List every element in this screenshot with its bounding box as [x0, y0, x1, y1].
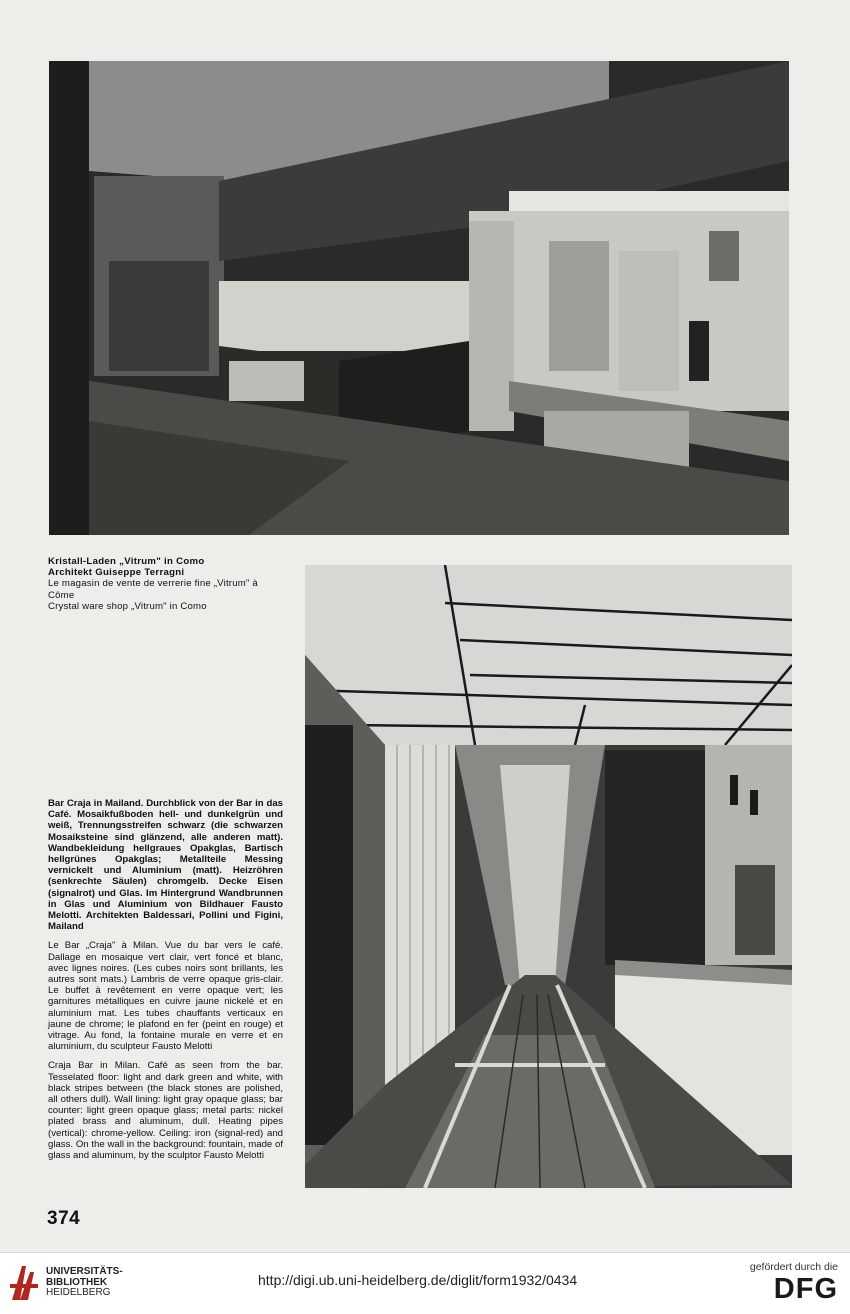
- library-line-2: BIBLIOTHEK: [46, 1276, 108, 1288]
- caption-vitrum-architect: Architekt Guiseppe Terragni: [48, 567, 185, 579]
- caption-craja: [48, 798, 283, 1161]
- dfg-logo: DFG: [773, 1273, 838, 1305]
- caption-craja-en: Craja Bar in Milan. Café as seen from the bar. Tesselated floor: light and dark green and white, with black stripes between (the black stones are polished, all others dull). Wall lining: light gray opaque glass; bar counter: light green opaque glass; metal parts: nickel plated brass and aluminum, dull. Heating pipes (vertical): chrome-yellow. Ceiling: iron (signal-red) and glass. On the wall in the background: fountain, made of glass and aluminum, by the sculptor Fausto Melotti: [48, 1060, 283, 1162]
- permalink-url[interactable]: http://digi.ub.uni-heidelberg.de/diglit/form1932/0434: [258, 1272, 578, 1288]
- caption-vitrum-title-de: Kristall-Laden „Vitrum" in Como: [48, 556, 205, 567]
- photo-vitrum-shop: [49, 61, 789, 535]
- caption-craja-fr: Le Bar „Craja" à Milan. Vue du bar vers le café. Dallage en mosaique vert clair, vert foncé et blanc, avec lignes noires. (Les cubes noirs sont brillants, les autres sont mats.) Lambris de verre opaque gris-clair. Le buffet à revêtement en verre opaque vert; les garnitures métalliques en cuivre jaune nickelé et en aluminium mat. Les tubes chauffants verticaux en jaune de chrome; le plafond en fer (peint en rouge) et vitrage. Au fond, la fontaine murale en verre et en aluminium, du sculpteur Fausto Melotti: [48, 940, 283, 1053]
- photo-craja-bar-image: [305, 565, 792, 1188]
- caption-vitrum-title-fr: Le magasin de vente de verrerie fine „Vitrum" à Côme: [48, 578, 258, 601]
- page-number: 374: [47, 1208, 81, 1229]
- caption-craja-de: Bar Craja in Mailand. Durchblick von der Bar in das Café. Mosaikfußboden hell- und dunkelgrün und weiß, Trennungsstreifen schwarz (die schwarzen Mosaiksteine sind glänzend, alle anderen matt). Wandbekleidung hellgraues Opakglas, Bartisch hellgrünes Opakglas; Metallteile Messing vernickelt und Aluminium (matt). Heizröhren (senkrechte Säulen) chromgelb. Decke Eisen (signalrot) und Glas. Im Hintergrund Wandbrunnen in Glas und Aluminium von Bildhauer Fausto Melotti. Architekten Baldessari, Pollini und Figini, Mailand: [48, 798, 283, 933]
- caption-vitrum-title-en: Crystal ware shop „Vitrum" in Como: [48, 600, 207, 612]
- digitization-footer: [0, 1252, 850, 1314]
- photo-craja-bar: [305, 565, 792, 1188]
- funding-label: gefördert durch die: [749, 1261, 838, 1273]
- university-library-name: [46, 1267, 123, 1299]
- library-line-3: HEIDELBERG: [46, 1287, 111, 1298]
- library-line-1: UNIVERSITÄTS-: [46, 1266, 123, 1277]
- photo-vitrum-shop-image: [49, 61, 789, 535]
- university-library-logo-icon: [8, 1262, 40, 1304]
- caption-vitrum: [48, 556, 283, 612]
